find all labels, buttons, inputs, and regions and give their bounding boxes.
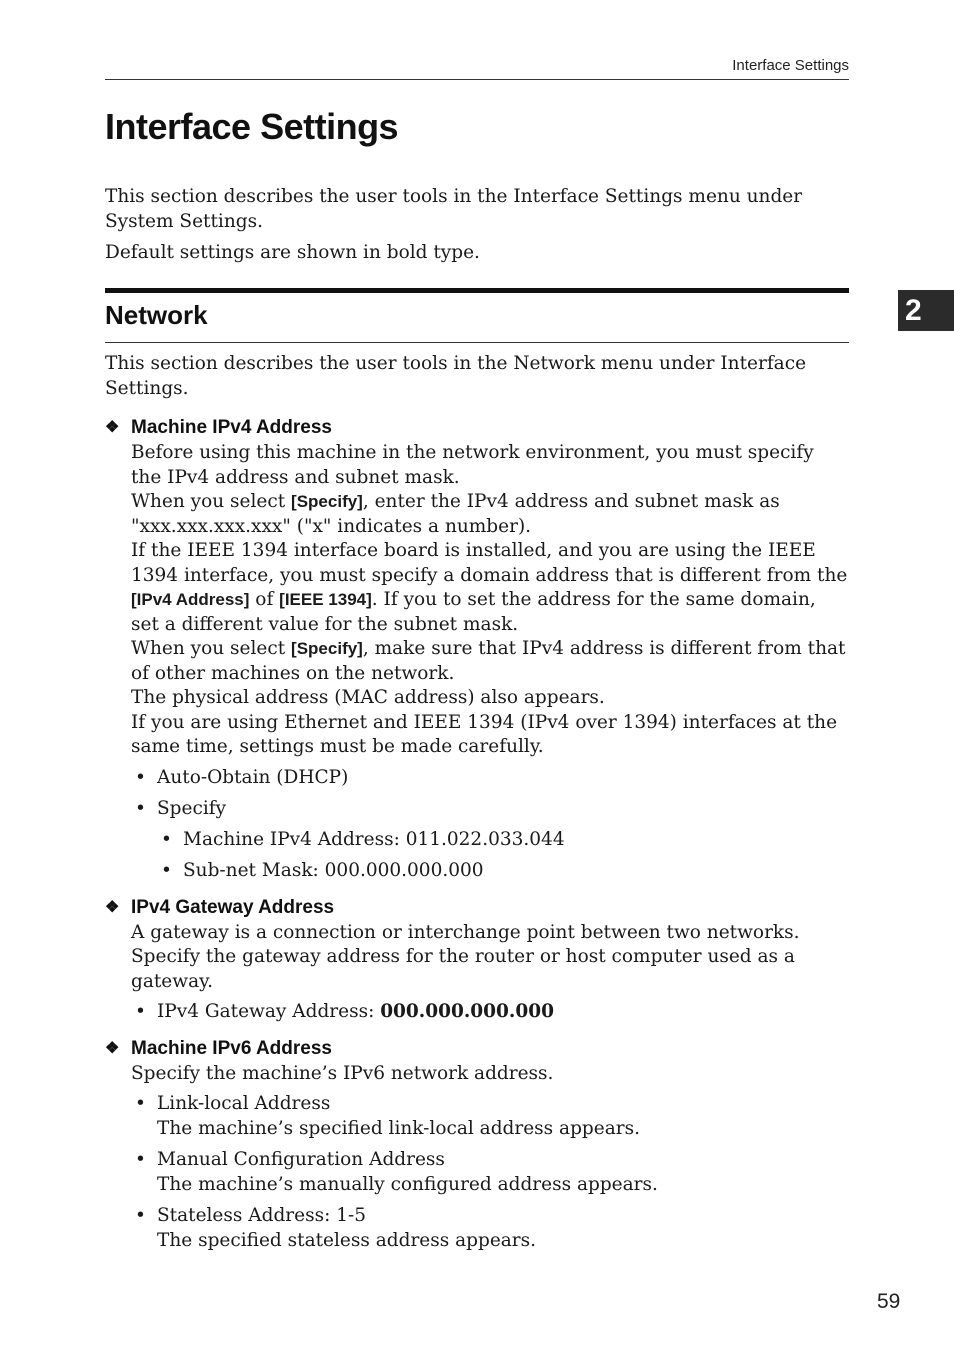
text-run: When you select xyxy=(131,491,292,512)
body-paragraph xyxy=(131,637,849,686)
key-label: [Specify] xyxy=(291,639,363,658)
text-run: of xyxy=(249,589,280,610)
sub-option-list xyxy=(157,828,849,884)
setting-heading xyxy=(105,895,849,921)
text-run: When you select xyxy=(131,638,292,659)
setting-heading xyxy=(105,415,849,441)
intro-paragraph: This section describes the user tools in the Interface Settings menu under System Settings. xyxy=(105,186,803,232)
section-rule-top xyxy=(105,288,849,293)
key-label: [Specify] xyxy=(291,492,363,511)
setting-body xyxy=(131,441,849,884)
option-label: • Link-local Address xyxy=(157,1093,331,1114)
option-description: The machine’s manually configured address appears. xyxy=(157,1173,658,1195)
key-label: [IEEE 1394] xyxy=(279,590,372,609)
text-run: , make sure that IPv4 address is different from that of other machines on the network. xyxy=(131,638,846,684)
sub-option-item: • Sub-net Mask: 000.000.000.000 xyxy=(157,859,849,884)
option-default-value: 000.000.000.000 xyxy=(380,1001,554,1022)
option-list xyxy=(131,1092,849,1253)
page-title: Interface Settings xyxy=(105,106,399,147)
setting-item-ipv4-gateway xyxy=(105,895,849,1025)
option-label: • Stateless Address: 1-5 xyxy=(157,1205,366,1226)
setting-item-machine-ipv4 xyxy=(105,415,849,884)
body-paragraph xyxy=(131,539,849,637)
setting-body xyxy=(131,921,849,1025)
sub-option-item: • Machine IPv4 Address: 011.022.033.044 xyxy=(157,828,849,853)
intro-paragraph: Default settings are shown in bold type. xyxy=(105,242,480,263)
option-item xyxy=(131,797,849,884)
option-label: • Manual Configuration Address xyxy=(157,1149,445,1170)
setting-heading-label: IPv4 Gateway Address xyxy=(131,896,335,918)
chapter-tab: 2 xyxy=(898,290,954,331)
diamond-bullet-icon: ❖ xyxy=(105,1039,120,1057)
body-paragraph xyxy=(131,490,849,539)
setting-heading-label: Machine IPv4 Address xyxy=(131,417,332,438)
intro xyxy=(105,185,849,273)
page-number: 59 xyxy=(877,1290,901,1313)
text-run: , enter the IPv4 address and subnet mask as "xxx.xxx.xxx.xxx" ("x" indicates a number). xyxy=(131,491,780,537)
setting-body xyxy=(131,1062,849,1254)
text-run: . If you to set the address for the same domain, set a different value for the subnet mask. xyxy=(131,589,816,635)
section-title: Network xyxy=(105,300,208,330)
option-list xyxy=(131,1000,849,1025)
section-rule-bottom xyxy=(105,342,849,343)
option-label: Specify xyxy=(157,798,227,819)
body-paragraph: A gateway is a connection or interchange point between two networks. xyxy=(131,921,800,943)
setting-heading xyxy=(105,1036,849,1062)
option-item xyxy=(131,1204,849,1253)
option-item xyxy=(131,1000,849,1025)
setting-heading-label: Machine IPv6 Address xyxy=(131,1037,332,1059)
header-rule xyxy=(105,79,849,80)
option-item xyxy=(131,1092,849,1141)
option-label: IPv4 Gateway Address: xyxy=(157,1001,381,1022)
body-paragraph: Specify the machine’s IPv6 network address. xyxy=(131,1062,554,1084)
running-header: Interface Settings xyxy=(732,57,849,74)
diamond-bullet-icon: ❖ xyxy=(105,419,120,436)
option-item xyxy=(131,1148,849,1197)
key-label: [IPv4 Address] xyxy=(131,590,250,609)
section-description: This section describes the user tools in the Network menu under Interface Settings. xyxy=(105,353,807,399)
body-paragraph: Specify the gateway address for the router or host computer used as a gateway. xyxy=(131,946,795,992)
section-content xyxy=(105,352,849,1264)
option-list xyxy=(131,766,849,884)
option-description: The specified stateless address appears. xyxy=(157,1229,537,1251)
option-item: • Auto-Obtain (DHCP) xyxy=(131,766,849,791)
diamond-bullet-icon: ❖ xyxy=(105,898,120,916)
setting-item-machine-ipv6 xyxy=(105,1036,849,1254)
option-description: The machine’s specified link-local address appears. xyxy=(157,1117,640,1139)
body-paragraph: The physical address (MAC address) also appears. xyxy=(131,687,605,708)
body-paragraph: If you are using Ethernet and IEEE 1394 (IPv4 over 1394) interfaces at the same time, settings must be made carefully. xyxy=(131,711,838,757)
body-paragraph: Before using this machine in the network environment, you must specify the IPv4 address and subnet mask. xyxy=(131,442,814,488)
text-run: If the IEEE 1394 interface board is installed, and you are using the IEEE 1394 interface, you must specify a domain address that is different from the xyxy=(131,540,848,586)
